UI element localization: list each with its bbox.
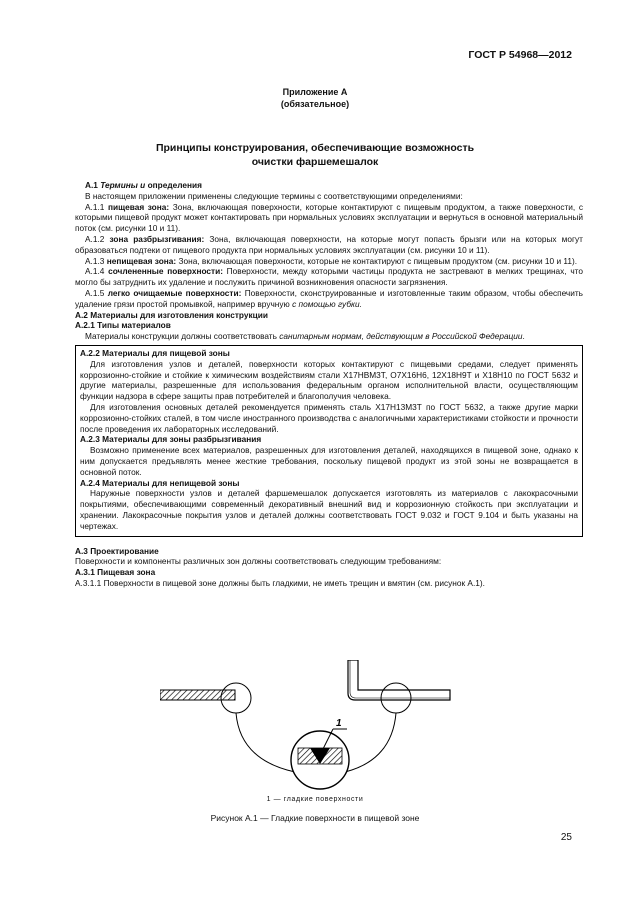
term-a1-3 <box>75 256 583 267</box>
a2-1-heading: А.2.1 Типы материалов <box>75 320 171 331</box>
callout-number: 1 <box>336 718 342 729</box>
a3-1-heading: А.3.1 Пищевая зона <box>75 567 156 578</box>
page-number: 25 <box>560 832 572 843</box>
a1-heading <box>75 180 583 191</box>
term-definition: Зона, включающая поверхности, на которые могут попасть брызги или на которых могут образоваться подтеки от пищевого продукта при нормальных условиях эксплуатации (см. рисунки 10 и 11). <box>75 233 583 255</box>
a1-heading-rest: определения <box>147 180 202 190</box>
a2-1-text-plain: Материалы конструкции должны соответствовать <box>85 331 277 342</box>
title-line-2: очистки фаршемешалок <box>251 156 379 168</box>
title-line-1: Принципы конструирования, обеспечивающие возможность <box>155 142 475 154</box>
left-plate <box>160 690 235 700</box>
a2-1-text-end: . <box>522 331 525 342</box>
figure-legend: 1 — гладкие поверхности <box>266 796 364 803</box>
term-number: А.1.4 <box>85 266 105 277</box>
term-number: А.1.5 <box>85 287 105 298</box>
a2-4-text: Наружные поверхности узлов и деталей фаршемешалок допускается изготовлять из материалов с лакокрасочными покрытиями, обеспечивающими современный декоративный внешний вид и коррозионную стойкость при эксплуатации и хранении. Лакокрасочные покрытия узлов и деталей должны соответствовать ГОСТ 9.032 и ГОСТ 9.104 и быть указаны на чертежах. <box>80 488 578 531</box>
a3-1-1-text: А.3.1.1 Поверхности в пищевой зоне должны быть гладкими, не иметь трещин и вмятин (см. рисунок А.1). <box>75 577 485 588</box>
term-name: зона разбрызгивания: <box>109 233 205 244</box>
term-name: сочлененные поверхности: <box>108 266 223 277</box>
a2-3-heading: А.2.3 Материалы для зоны разбрызгивания <box>80 434 262 445</box>
a3-intro: Поверхности и компоненты различных зон должны соответствовать следующим требованиям: <box>75 556 442 567</box>
term-name: пищевая зона: <box>107 201 170 212</box>
term-definition-italic: с помощью губки. <box>292 298 362 309</box>
a2-2-paragraph-1: Для изготовления узлов и деталей, поверхности которых контактируют с пищевыми средами, следует применять коррозионно-стойкие и стойкие к химическим воздействиям стали Х17НВМ3Т, О7Х16Н6, 12Х18Н9Т и Х18Н10 по ГОСТ 5632 и другие материалы, разрешенные для использования федеральным органом исполнительной власти, осуществляющим функции надзора в сфере защиты прав потребителей и благополучия человека. <box>80 358 578 402</box>
term-a1-5 <box>75 288 583 310</box>
a2-heading: А.2 Материалы для изготовления конструкции <box>75 309 268 320</box>
term-number: А.1.3 <box>85 255 105 266</box>
highlighted-block <box>75 345 583 537</box>
smooth-surfaces-drawing <box>160 660 470 790</box>
a2-2-paragraph-2: Для изготовления основных деталей рекомендуется применять сталь Х17Н13М3Т по ГОСТ 5632, а также другие марки коррозионно-стойких сталей, в том числе иностранного производства с аналогичными характеристиками стойкости и прочности после проведения их лабораторных исследований. <box>80 401 578 434</box>
a1-heading-number: А.1 <box>85 180 98 190</box>
bent-plate <box>348 660 450 700</box>
left-leader-arc <box>236 713 295 772</box>
document-code: ГОСТ Р 54968—2012 <box>468 49 572 61</box>
annex-heading <box>0 86 630 110</box>
term-a1-2 <box>75 234 583 256</box>
figure-caption: Рисунок А.1 — Гладкие поверхности в пищевой зоне <box>210 813 420 823</box>
term-definition: Поверхности, сконструированные и изготовленные таким образом, чтобы обеспечить удаление грязи простой промывкой, например вручную <box>75 287 584 309</box>
term-definition: Зона, включающая поверхности, которые не контактируют с пищевым продуктом (см. рисунки 10 и 11). <box>178 255 578 266</box>
term-definition: Поверхности, между которыми частицы продукта не застревают в мелких трещинах, что могло бы затруднить их удаление и послужить причиной возникновения опасности загрязнения. <box>75 266 583 288</box>
a3-heading: А.3 Проектирование <box>75 545 159 556</box>
section-title <box>0 141 630 169</box>
term-name: легко очищаемые поверхности: <box>107 287 242 298</box>
annex-status: (обязательное) <box>280 99 350 109</box>
term-name: непищевая зона: <box>106 255 177 266</box>
term-a1-1 <box>75 202 583 234</box>
body-text <box>75 180 583 589</box>
a2-3-text: Возможно применение всех материалов, разрешенных для изготовления деталей, находящихся в пищевой зоне, однако к ним допускается предъявлять менее жесткие требования, поскольку пищевой продукт из этой зоны не возвращается в основной поток. <box>80 445 578 477</box>
a1-heading-italic: Термины и <box>100 180 146 190</box>
term-definition: Зона, включающая поверхности, которые контактируют с пищевым продуктом, а также поверхности, с которыми пищевой продукт может контактировать при нормальных условиях эксплуатации и вернуться в основной материальный поток (см. рисунки 10 и 11). <box>75 201 583 234</box>
term-number: А.1.1 <box>85 201 105 212</box>
a2-1-text <box>75 331 583 342</box>
term-a1-4 <box>75 266 583 288</box>
annex-title: Приложение А <box>282 87 348 97</box>
a2-2-heading: А.2.2 Материалы для пищевой зоны <box>80 347 230 358</box>
right-leader-arc <box>345 713 396 772</box>
term-number: А.1.2 <box>85 233 105 244</box>
a2-4-heading: А.2.4 Материалы для непищевой зоны <box>80 477 240 488</box>
figure-a1 <box>160 660 470 795</box>
a1-intro: В настоящем приложении применены следующие термины с соответствующими определениями: <box>85 190 463 201</box>
a2-1-text-italic: санитарным нормам, действующим в Российской Федерации <box>279 331 523 342</box>
